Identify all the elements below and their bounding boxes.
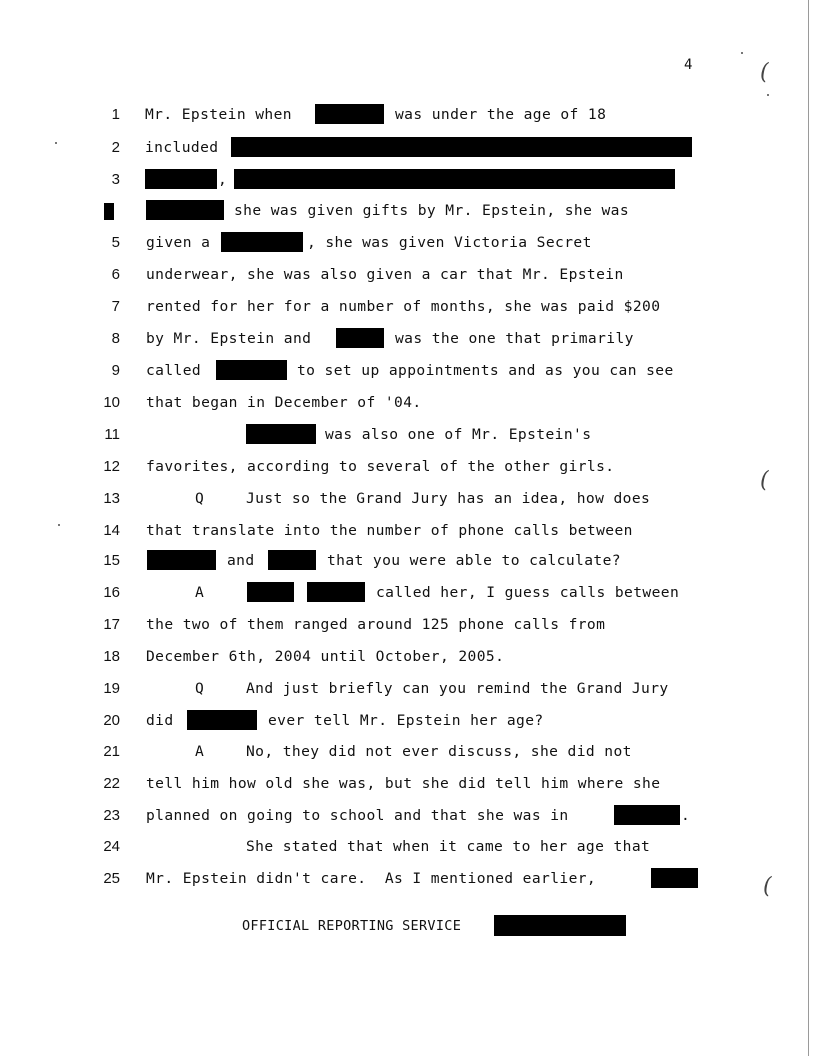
redaction-bar — [307, 582, 365, 602]
line-number: 3 — [111, 171, 120, 188]
line-number: 17 — [103, 616, 120, 633]
transcript-text: by Mr. Epstein and — [146, 330, 312, 347]
transcript-text: included — [145, 139, 219, 156]
transcript-text: A — [195, 584, 205, 601]
line-number: 25 — [103, 870, 120, 887]
transcript-line — [0, 678, 808, 700]
transcript-line — [0, 646, 808, 668]
transcript-line — [0, 710, 808, 732]
transcript-line — [0, 169, 808, 191]
transcript-line — [0, 328, 808, 350]
transcript-line — [0, 456, 808, 478]
redaction-bar — [234, 169, 675, 189]
transcript-line — [0, 360, 808, 382]
transcript-line — [0, 424, 808, 446]
transcript-text: that translate into the number of phone calls between — [146, 522, 633, 539]
redaction-bar — [268, 550, 316, 570]
redaction-bar — [494, 915, 626, 936]
transcript-text: Q — [195, 490, 205, 507]
scan-speck — [741, 52, 743, 54]
transcript-text: did — [146, 712, 174, 729]
line-number: 18 — [103, 648, 120, 665]
transcript-line — [0, 805, 808, 827]
transcript-text: the two of them ranged around 125 phone calls from — [146, 616, 606, 633]
transcript-text: tell him how old she was, but she did tell him where she — [146, 775, 661, 792]
transcript-text: A — [195, 743, 205, 760]
transcript-text: . — [681, 807, 691, 824]
page-edge-line — [808, 0, 809, 1056]
footer-reporting-service: OFFICIAL REPORTING SERVICE — [242, 918, 462, 934]
transcript-text: No, they did not ever discuss, she did not — [246, 743, 632, 760]
redaction-bar — [216, 360, 287, 380]
line-number: 9 — [111, 362, 120, 379]
line-number: 13 — [103, 490, 120, 507]
redaction-bar — [614, 805, 680, 825]
line-number: 8 — [111, 330, 120, 347]
transcript-text: underwear, she was also given a car that Mr. Epstein — [146, 266, 624, 283]
transcript-text: Q — [195, 680, 205, 697]
transcript-text: Just so the Grand Jury has an idea, how does — [246, 490, 651, 507]
page-number: 4 — [684, 57, 693, 73]
redaction-bar — [651, 868, 698, 888]
redacted-line-number — [104, 203, 114, 220]
redaction-bar — [315, 104, 384, 124]
transcript-line — [0, 582, 808, 604]
line-number: 20 — [103, 712, 120, 729]
transcript-text: that you were able to calculate? — [327, 552, 621, 569]
line-number: 16 — [103, 584, 120, 601]
transcript-line — [0, 392, 808, 414]
transcript-text: to set up appointments and as you can see — [297, 362, 674, 379]
line-number: 19 — [103, 680, 120, 697]
line-number: 23 — [103, 807, 120, 824]
transcript-text: given a — [146, 234, 211, 251]
redaction-bar — [187, 710, 257, 730]
margin-bracket-mark: ( — [760, 60, 769, 85]
scan-speck — [767, 94, 769, 96]
transcript-line — [0, 488, 808, 510]
redaction-bar — [246, 424, 316, 444]
margin-bracket-mark: ( — [763, 874, 772, 899]
line-number: 11 — [104, 426, 120, 443]
transcript-line — [0, 741, 808, 763]
transcript-text: , — [218, 171, 228, 188]
transcript-text: called her, I guess calls between — [376, 584, 680, 601]
line-number: 24 — [103, 838, 120, 855]
transcript-line — [0, 200, 808, 222]
transcript-text: rented for her for a number of months, she was paid $200 — [146, 298, 661, 315]
transcript-line — [0, 232, 808, 254]
transcript-line — [0, 836, 808, 858]
transcript-line — [0, 296, 808, 318]
transcript-line — [0, 868, 808, 890]
transcript-text: was the one that primarily — [395, 330, 634, 347]
redaction-bar — [247, 582, 294, 602]
transcript-line — [0, 104, 808, 126]
line-number: 15 — [103, 552, 120, 569]
redaction-bar — [145, 169, 217, 189]
line-number: 1 — [111, 106, 120, 123]
transcript-text: was under the age of 18 — [395, 106, 607, 123]
transcript-line — [0, 614, 808, 636]
line-number: 12 — [103, 458, 120, 475]
transcript-text: , she was given Victoria Secret — [307, 234, 592, 251]
line-number: 2 — [111, 139, 120, 156]
line-number: 5 — [111, 234, 120, 251]
transcript-text: Mr. Epstein when — [145, 106, 292, 123]
line-number: 7 — [111, 298, 120, 315]
line-number: 22 — [103, 775, 120, 792]
transcript-text: Mr. Epstein didn't care. As I mentioned earlier, — [146, 870, 597, 887]
line-number: 6 — [111, 266, 120, 283]
transcript-line — [0, 520, 808, 542]
transcript-text: ever tell Mr. Epstein her age? — [268, 712, 544, 729]
transcript-text: She stated that when it came to her age that — [246, 838, 651, 855]
line-number: 21 — [103, 743, 120, 760]
line-number: 10 — [103, 394, 120, 411]
transcript-line — [0, 550, 808, 572]
transcript-text: And just briefly can you remind the Grand Jury — [246, 680, 669, 697]
redaction-bar — [231, 137, 692, 157]
line-number: 14 — [103, 522, 120, 539]
transcript-line — [0, 264, 808, 286]
redaction-bar — [336, 328, 384, 348]
transcript-line — [0, 773, 808, 795]
transcript-text: favorites, according to several of the other girls. — [146, 458, 615, 475]
margin-bracket-mark: ( — [760, 468, 769, 493]
transcript-line — [0, 137, 808, 159]
transcript-text: called — [146, 362, 202, 379]
transcript-text: planned on going to school and that she was in — [146, 807, 569, 824]
redaction-bar — [221, 232, 303, 252]
transcript-text: and — [227, 552, 255, 569]
redaction-bar — [146, 200, 224, 220]
redaction-bar — [147, 550, 216, 570]
transcript-text: was also one of Mr. Epstein's — [325, 426, 592, 443]
transcript-text: she was given gifts by Mr. Epstein, she was — [234, 202, 630, 219]
transcript-text: December 6th, 2004 until October, 2005. — [146, 648, 505, 665]
transcript-text: that began in December of '04. — [146, 394, 422, 411]
